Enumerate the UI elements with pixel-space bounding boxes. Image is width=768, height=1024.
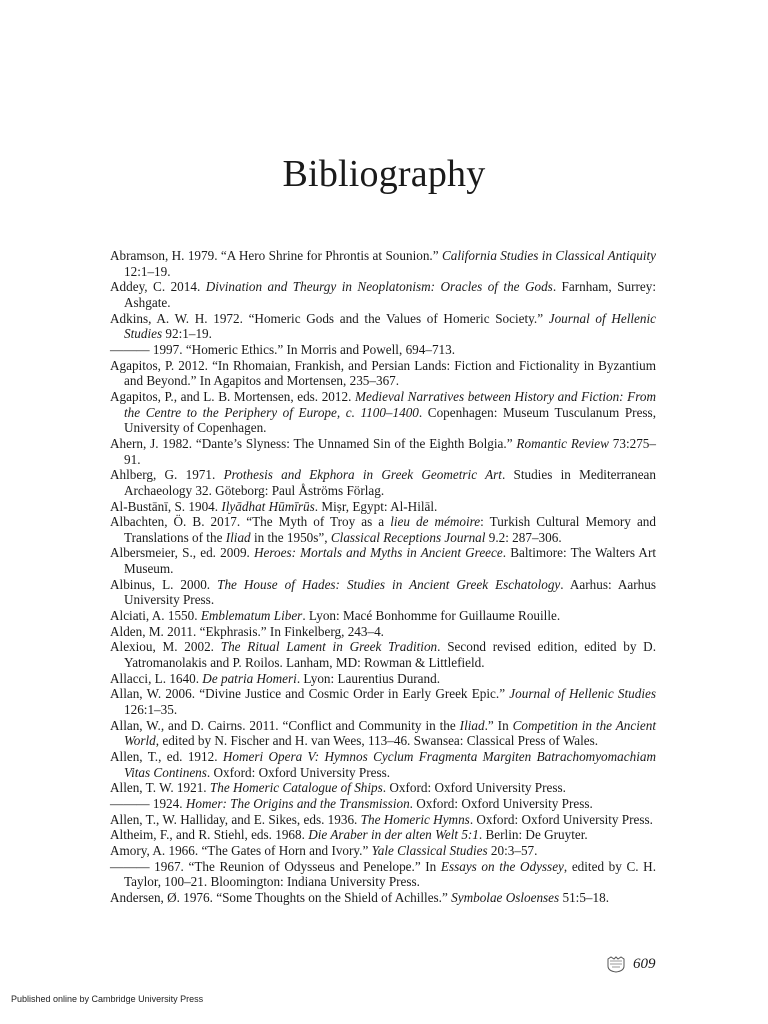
entry-text: Albersmeier, S., ed. 2009.	[110, 545, 255, 561]
bibliography-entry	[110, 279, 656, 310]
entry-text: Allen, T. W. 1921.	[110, 780, 210, 796]
entry-title-italic: Emblematum Liber	[200, 608, 303, 624]
entry-text: 9.2: 287–306.	[485, 529, 562, 545]
entry-title-italic: Heroes: Mortals and Myths in Ancient Greece	[254, 545, 503, 561]
entry-text: . Oxford: Oxford University Press.	[382, 780, 566, 796]
entry-text: Ahern, J. 1982. “Dante’s Slyness: The Unnamed Sin of the Eighth Bolgia.”	[110, 435, 517, 451]
entry-text: Allacci, L. 1640.	[110, 670, 203, 686]
entry-title-italic: lieu de mémoire	[390, 514, 481, 530]
entry-text: Allan, W. 2006. “Divine Justice and Cosmic Order in Early Greek Epic.”	[110, 686, 510, 702]
bibliography-entry	[110, 389, 656, 436]
entry-text: Alciati, A. 1550.	[110, 608, 201, 624]
bibliography-entry	[110, 890, 656, 906]
entry-text: Allan, W., and D. Cairns. 2011. “Conflict and Community in the	[110, 717, 460, 733]
entry-text: . Copenhagen: Museum Tusculanum Press, University of Copenhagen.	[124, 404, 656, 436]
entry-text: . Lyon: Laurentius Durand.	[296, 670, 441, 686]
page-title: Bibliography	[282, 153, 486, 195]
entry-text: Agapitos, P., and L. B. Mortensen, eds. 2012.	[110, 388, 355, 404]
entry-text: Ahlberg, G. 1971.	[110, 467, 224, 483]
entry-text: 73:275–91.	[124, 435, 656, 467]
entry-text: Adkins, A. W. H. 1972. “Homeric Gods and the Values of Homeric Society.”	[110, 310, 549, 326]
entry-text: Allen, T., ed. 1912.	[110, 749, 223, 764]
entry-text: Andersen, Ø. 1976. “Some Thoughts on the Shield of Achilles.”	[110, 889, 452, 905]
entry-title-italic: California Studies in Classical Antiquity	[441, 248, 657, 263]
entry-text: Alden, M. 2011. “Ekphrasis.” In Finkelberg, 243–4.	[110, 623, 384, 639]
entry-text: .” In	[484, 717, 513, 733]
entry-text: Al-Bustānī, S. 1904.	[110, 498, 222, 514]
entry-title-italic: Romantic Review	[516, 435, 609, 451]
entry-text: . Farnham, Surrey: Ashgate.	[124, 279, 656, 310]
bibliography-entry	[110, 812, 656, 828]
entry-text: in the 1950s”,	[250, 529, 331, 545]
entry-title-italic: The Homeric Catalogue of Ships	[209, 780, 383, 796]
entry-title-italic: Divination and Theurgy in Neoplatonism: Oracles of the Gods	[205, 279, 553, 295]
entry-title-italic: Die Araber in der alten Welt 5:1	[308, 827, 479, 843]
entry-text: . Oxford: Oxford University Press.	[469, 811, 653, 827]
entry-title-italic: Journal of Hellenic Studies	[509, 686, 657, 702]
entry-text: ——— 1967. “The Reunion of Odysseus and Penelope.” In	[110, 858, 441, 874]
footer-text: Published online by Cambridge University Press	[11, 994, 204, 1004]
entry-text: ——— 1924.	[110, 795, 186, 811]
bibliography-entry	[110, 859, 656, 890]
bibliography-entry	[110, 499, 656, 515]
entry-text: 51:5–18.	[559, 889, 609, 905]
bibliography-entry	[110, 577, 656, 608]
bibliography-entry	[110, 780, 656, 796]
entry-text: Agapitos, P. 2012. “In Rhomaian, Frankish, and Persian Lands: Fiction and Fictionality in Byzantium and Beyond.” In Agapitos and Mortensen, 235–367.	[110, 357, 656, 389]
entry-text: . Studies in Mediterranean Archaeology 32. Göteborg: Paul Åströms Förlag.	[124, 467, 657, 498]
entry-title-italic: Prothesis and Ekphora in Greek Geometric Art	[223, 467, 502, 483]
bibliography-entry	[110, 671, 656, 687]
entry-title-italic: Symbolae Osloenses	[451, 889, 560, 905]
entry-text: 20:3–57.	[487, 842, 538, 858]
entry-title-italic: De patria Homeri	[202, 670, 297, 686]
bibliography-entry	[110, 467, 656, 498]
bibliography-list	[110, 248, 656, 906]
bibliography-entry	[110, 718, 656, 749]
cambridge-logo-icon	[606, 955, 626, 973]
entry-text: . Lyon: Macé Bonhomme for Guillaume Rouille.	[302, 608, 561, 624]
entry-text: : Turkish Cultural Memory and Translations of the	[124, 514, 656, 545]
page-number: 609	[633, 956, 656, 972]
bibliography-entry	[110, 436, 656, 467]
entry-title-italic: Yale Classical Studies	[371, 842, 488, 858]
bibliography-entry	[110, 358, 656, 389]
bibliography-entry	[110, 686, 656, 717]
entry-title-italic: Journal of Hellenic Studies	[124, 310, 657, 342]
entry-title-italic: The Homeric Hymns	[360, 811, 470, 827]
entry-title-italic: Iliad	[225, 529, 251, 545]
entry-text: , edited by C. H. Taylor, 100–21. Bloomington: Indiana University Press.	[124, 858, 656, 890]
entry-title-italic: The Ritual Lament in Greek Tradition	[220, 639, 438, 655]
entry-text: . Second revised edition, edited by D. Yatromanolakis and P. Roilos. Lanham, MD: Rowman & Littlefield.	[124, 639, 657, 671]
entry-title-italic: Homer: The Origins and the Transmission	[185, 795, 410, 811]
bibliography-entry	[110, 608, 656, 624]
bibliography-entry	[110, 749, 656, 780]
entry-title-italic: Homeri Opera V: Hymnos Cyclum Fragmenta Margiten Batrachomyomachiam Vitas Continens	[124, 749, 656, 780]
entry-text: Addey, C. 2014.	[110, 279, 206, 295]
entry-text: . Berlin: De Gruyter.	[478, 827, 588, 843]
entry-title-italic: The House of Hades: Studies in Ancient Greek Eschatology	[217, 576, 561, 592]
entry-text: , edited by N. Fischer and H. van Wees, 113–46. Swansea: Classical Press of Wales.	[155, 733, 599, 749]
entry-text: Amory, A. 1966. “The Gates of Horn and Ivory.”	[110, 842, 372, 858]
bibliography-entry	[110, 311, 656, 342]
entry-text: Allen, T., W. Halliday, and E. Sikes, eds. 1936.	[110, 811, 361, 827]
entry-text: 92:1–19.	[162, 326, 212, 342]
entry-text: . Oxford: Oxford University Press.	[409, 795, 593, 811]
bibliography-entry	[110, 827, 656, 843]
entry-text: ——— 1997. “Homeric Ethics.” In Morris and Powell, 694–713.	[110, 341, 456, 357]
entry-title-italic: Classical Receptions Journal	[330, 529, 486, 545]
entry-text: . Baltimore: The Walters Art Museum.	[124, 545, 656, 577]
bibliography-entry	[110, 248, 656, 279]
entry-text: Albachten, Ö. B. 2017. “The Myth of Troy as a	[110, 514, 391, 530]
entry-text: . Oxford: Oxford University Press.	[206, 764, 391, 780]
entry-title-italic: Iliad	[459, 717, 485, 733]
bibliography-entry	[110, 796, 656, 812]
entry-text: . Miṣr, Egypt: Al-Hilāl.	[314, 498, 438, 514]
entry-title-italic: Ilyādhat Hūmīrūs	[221, 498, 315, 514]
bibliography-entry	[110, 545, 656, 576]
entry-text: 12:1–19.	[124, 263, 171, 279]
entry-text: Altheim, F., and R. Stiehl, eds. 1968.	[110, 827, 309, 843]
entry-text: Abramson, H. 1979. “A Hero Shrine for Phrontis at Sounion.”	[110, 248, 442, 263]
bibliography-entry	[110, 514, 656, 545]
entry-text: Alexiou, M. 2002.	[110, 639, 221, 655]
entry-text: Albinus, L. 2000.	[110, 576, 218, 592]
entry-title-italic: Essays on the Odyssey	[440, 858, 564, 874]
entry-title-italic: Competition in the Ancient World	[124, 717, 656, 749]
entry-text: 126:1–35.	[124, 702, 178, 718]
bibliography-entry	[110, 624, 656, 640]
bibliography-entry	[110, 843, 656, 859]
bibliography-entry	[110, 639, 656, 670]
bibliography-entry	[110, 342, 656, 358]
entry-text: . Aarhus: Aarhus University Press.	[124, 576, 656, 608]
entry-title-italic: Medieval Narratives between History and Fiction: From the Centre to the Periphery of Europe, c. 1100–1400	[124, 388, 656, 420]
